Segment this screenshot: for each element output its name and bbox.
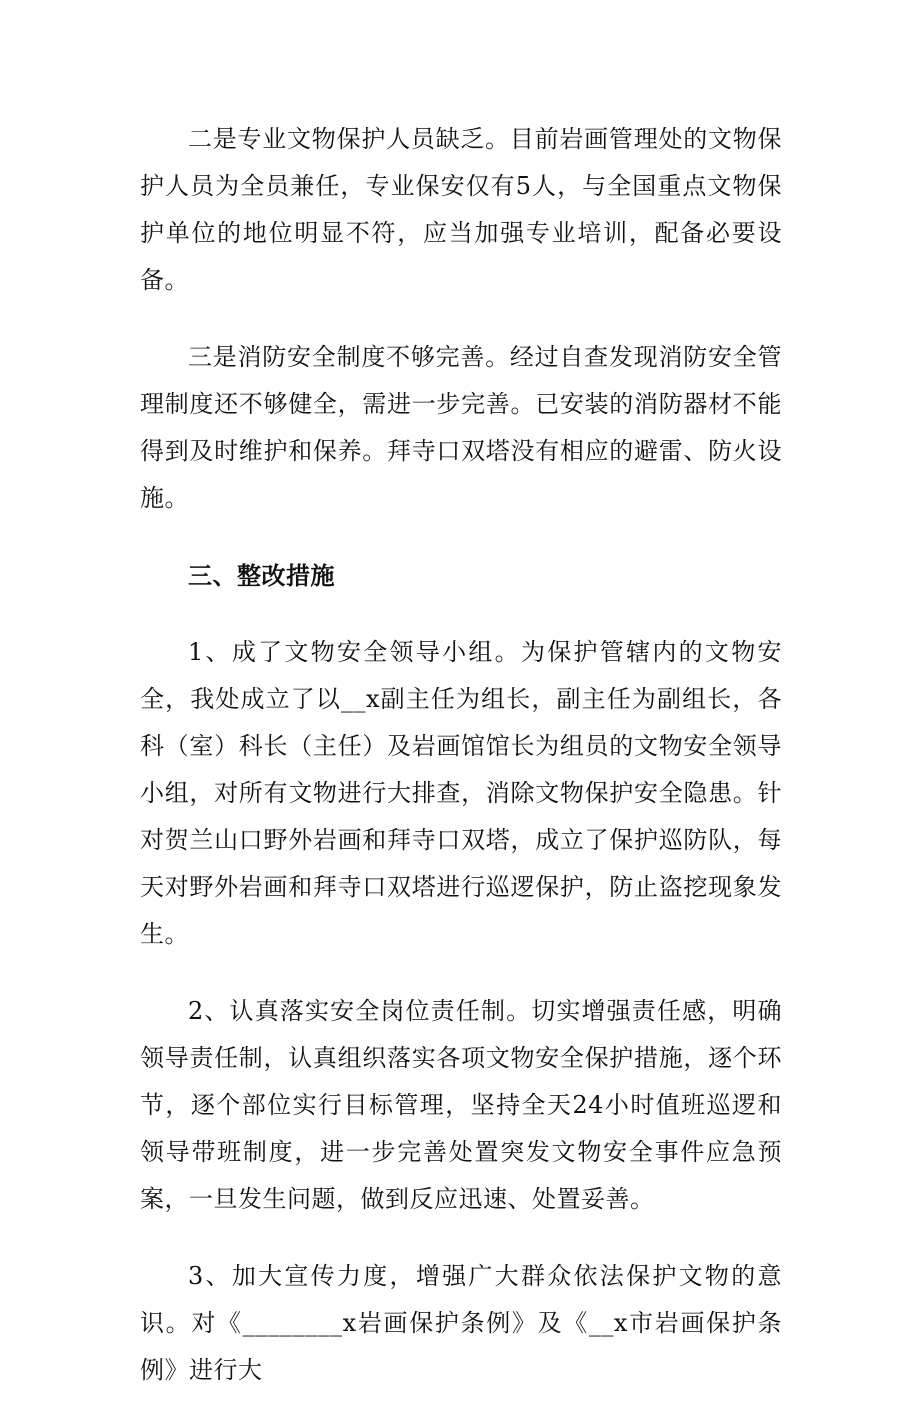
measure-item-1: 1、成了文物安全领导小组。为保护管辖内的文物安全，我处成立了以__x副主任为组长，副主任为副组长，各科（室）科长（主任）及岩画馆馆长为组员的文物安全领导小组，对所有文物进行大排查，消除文物保护安全隐患。针对贺兰山口野外岩画和拜寺口双塔，成立了保护巡防队，每天对野外岩画和拜寺口双塔进行巡逻保护，防止盗挖现象发生。 xyxy=(140,638,782,948)
measure-item-3: 3、加大宣传力度，增强广大群众依法保护文物的意识。对《________x岩画保护条例》及《__x市岩画保护条例》进行大 xyxy=(140,1262,782,1384)
document-body xyxy=(140,116,782,1424)
measure-item-2: 2、认真落实安全岗位责任制。切实增强责任感，明确领导责任制，认真组织落实各项文物安全保护措施，逐个环节，逐个部位实行目标管理，坚持全天24小时值班巡逻和领导带班制度，进一步完善处置突发文物安全事件应急预案，一旦发生问题，做到反应迅速、处置妥善。 xyxy=(140,997,782,1213)
paragraph-staff-shortage: 二是专业文物保护人员缺乏。目前岩画管理处的文物保护人员为全员兼任，专业保安仅有5人，与全国重点文物保护单位的地位明显不符，应当加强专业培训，配备必要设备。 xyxy=(140,125,782,294)
paragraph-fire-safety: 三是消防安全制度不够完善。经过自查发现消防安全管理制度还不够健全，需进一步完善。已安装的消防器材不能得到及时维护和保养。拜寺口双塔没有相应的避雷、防火设施。 xyxy=(140,343,782,512)
section-heading: 三、整改措施 xyxy=(188,561,335,590)
